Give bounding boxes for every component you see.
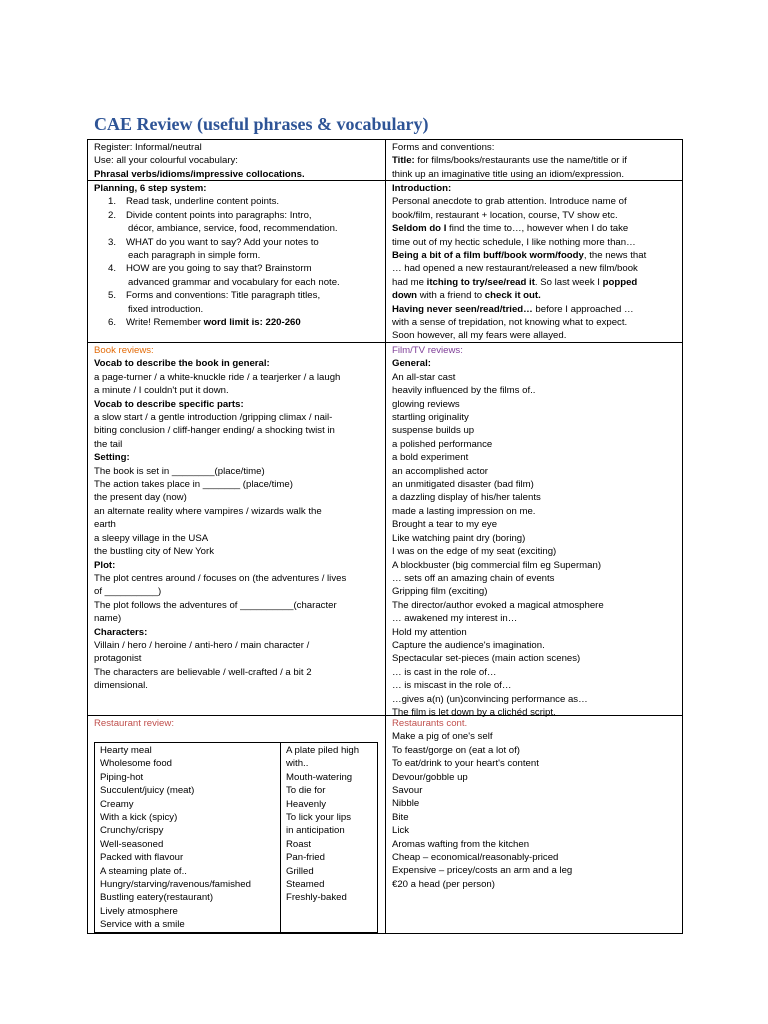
film-phrase: a bold experiment (392, 452, 469, 464)
restaurant-phrase: Cheap – economical/reasonably-priced (392, 852, 559, 864)
planning-steps (94, 195, 381, 316)
register-heading: Register: Informal/neutral (94, 142, 202, 153)
restaurant-phrase: To die for (286, 785, 326, 797)
step-text: Write! Remember (126, 317, 204, 329)
film-phrase: glowing reviews (392, 398, 460, 410)
book-reviews-cell (88, 343, 385, 715)
book-subheading: Vocab to describe the book in general: (94, 358, 270, 370)
film-lines (392, 371, 678, 720)
book-phrase: an alternate reality where vampires / wizards walk the (94, 505, 322, 517)
film-reviews-cell (386, 343, 682, 718)
film-phrase: made a lasting impression on me. (392, 505, 536, 517)
film-phrase: startling originality (392, 412, 469, 424)
restaurant-col-1 (95, 743, 280, 932)
film-phrase: Like watching paint dry (boring) (392, 532, 526, 544)
restaurant-phrase: Service with a smile (100, 919, 185, 931)
book-subheading: Setting: (94, 452, 130, 464)
book-phrase: The plot follows the adventures of __________(character (94, 599, 337, 611)
book-phrase: of __________) (94, 586, 162, 598)
film-phrase: An all-star cast (392, 371, 456, 383)
planning-step (94, 236, 381, 249)
step-text: fixed introduction. (128, 303, 204, 315)
book-phrase: earth (94, 519, 116, 531)
restaurant-phrase: Freshly-baked (286, 892, 347, 904)
step-text: advanced grammar and vocabulary for each note. (128, 276, 340, 288)
inner-table-bottom (94, 932, 378, 933)
film-phrase: suspense builds up (392, 425, 475, 437)
planning-step (94, 222, 381, 235)
restaurant-phrase: To lick your lips (286, 812, 352, 824)
intro-line: Personal anecdote to grab attention. Introduce name of (392, 196, 627, 208)
intro-phrase: Seldom do I (392, 223, 447, 235)
book-phrase: name) (94, 613, 122, 625)
forms-cell (386, 140, 682, 180)
intro-line: , the news that (583, 250, 647, 262)
step-number: 1. (107, 196, 116, 208)
step-text: décor, ambiance, service, food, recommendation. (128, 223, 338, 235)
book-phrase: protagonist (94, 653, 142, 665)
intro-line: Soon however, all my fears were allayed. (392, 330, 567, 342)
introduction-heading: Introduction: (392, 183, 452, 194)
restaurant-phrase: Lively atmosphere (100, 905, 178, 917)
step-text: HOW are you going to say that? Brainstorm (126, 263, 312, 275)
intro-line: . So last week I (534, 276, 603, 288)
book-phrase: the present day (now) (94, 492, 187, 504)
intro-phrase: Having never seen/read/tried… (392, 303, 533, 315)
register-cell (88, 140, 385, 180)
step-text: Divide content points into paragraphs: Intro, (126, 209, 312, 221)
restaurants-cont-lines (392, 730, 678, 891)
restaurant-phrase: With a kick (spicy) (100, 812, 178, 824)
intro-line: with a sense of trepidation, not knowing what to expect. (392, 317, 628, 329)
step-number: 5. (107, 290, 116, 302)
step-text: WHAT do you want to say? Add your notes to (126, 236, 319, 248)
restaurant-phrase: Expensive – pricey/costs an arm and a leg (392, 865, 573, 877)
restaurant-phrase: Succulent/juicy (meat) (100, 785, 195, 797)
book-reviews-heading: Book reviews: (94, 345, 154, 356)
book-phrase: dimensional. (94, 680, 148, 692)
book-phrase: a minute / I couldn't put it down. (94, 385, 229, 397)
restaurant-phrase: Savour (392, 785, 423, 797)
restaurant-phrase: Nibble (392, 798, 420, 810)
planning-step (94, 195, 381, 208)
restaurant-col-2 (281, 743, 377, 905)
film-phrase: heavily influenced by the films of.. (392, 385, 536, 397)
book-phrase: the bustling city of New York (94, 546, 214, 558)
restaurant-phrase: Pan-fried (286, 852, 325, 864)
planning-step (94, 262, 381, 275)
book-phrase: a slow start / a gentle introduction /gripping climax / nail- (94, 412, 333, 424)
book-phrase: biting conclusion / cliff-hanger ending/ a shocking twist in (94, 425, 335, 437)
table-border-right (682, 139, 683, 934)
intro-line: with a friend to (417, 290, 485, 302)
film-phrase: The film is let down by a clichéd script. (392, 706, 556, 718)
film-phrase: an unmitigated disaster (bad film) (392, 479, 534, 491)
planning-heading: Planning, 6 step system: (94, 183, 207, 194)
intro-phrase: check it out. (484, 290, 541, 302)
restaurant-phrase: Heavenly (286, 798, 326, 810)
intro-line: find the time to…, however when I do take (446, 223, 629, 235)
book-subheading: Characters: (94, 626, 148, 638)
film-phrase: A blockbuster (big commercial film eg Superman) (392, 559, 602, 571)
restaurant-phrase: To eat/drink to your heart's content (392, 758, 539, 770)
intro-line: book/film, restaurant + location, course, TV show etc. (392, 209, 618, 221)
restaurant-phrase: €20 a head (per person) (392, 878, 495, 890)
step-text: each paragraph in simple form. (128, 250, 261, 262)
book-subheading: Plot: (94, 559, 116, 571)
forms-line: for films/books/restaurants use the name/title or if (414, 155, 627, 167)
step-text: Read task, underline content points. (126, 196, 280, 208)
restaurant-phrase: A plate piled high (286, 745, 360, 756)
intro-phrase: down (392, 290, 418, 302)
forms-heading: Forms and conventions: (392, 142, 495, 153)
book-phrase: Villain / hero / heroine / anti-hero / main character / (94, 639, 310, 651)
book-phrase: the tail (94, 438, 123, 450)
planning-step (94, 289, 381, 302)
restaurant-phrase: Well-seasoned (100, 838, 164, 850)
restaurant-phrase: To feast/gorge on (eat a lot of) (392, 744, 520, 756)
intro-line: … had opened a new restaurant/released a new film/book (392, 263, 638, 275)
restaurants-cont-heading: Restaurants cont. (392, 718, 468, 729)
restaurant-phrase: Lick (392, 825, 410, 837)
intro-line: had me (392, 276, 427, 288)
film-phrase: a polished performance (392, 438, 493, 450)
restaurant-phrase: A steaming plate of.. (100, 865, 187, 877)
restaurant-phrase: Mouth-watering (286, 771, 353, 783)
forms-line: think up an imaginative title using an idiom/expression. (392, 168, 624, 180)
film-phrase: Spectacular set-pieces (main action scenes) (392, 653, 581, 665)
restaurant-review-heading: Restaurant review: (94, 718, 174, 729)
film-phrase: … awakened my interest in… (392, 613, 518, 625)
film-phrase: …gives a(n) (un)convincing performance as… (392, 693, 588, 705)
step-number: 2. (107, 209, 116, 221)
film-phrase: … is miscast in the role of… (392, 680, 512, 692)
planning-cell (88, 181, 385, 342)
restaurant-phrase: Devour/gobble up (392, 771, 468, 783)
restaurant-phrase: Hungry/starving/ravenous/famished (100, 879, 251, 891)
film-phrase: I was on the edge of my seat (exciting) (392, 546, 557, 558)
restaurant-phrase: Packed with flavour (100, 852, 184, 864)
film-phrase: … sets off an amazing chain of events (392, 572, 555, 584)
restaurant-phrase: Crunchy/crispy (100, 825, 164, 837)
restaurant-phrase: Creamy (100, 798, 134, 810)
restaurant-phrase: Roast (286, 838, 312, 850)
film-phrase: Gripping film (exciting) (392, 586, 488, 598)
restaurant-phrase: with.. (286, 758, 309, 770)
intro-line: before I approached … (532, 303, 634, 315)
restaurant-phrase: Make a pig of one's self (392, 731, 493, 743)
restaurant-phrase: in anticipation (286, 825, 345, 837)
intro-phrase: Being a bit of a film buff/book worm/foody (392, 250, 584, 262)
film-phrase: Brought a tear to my eye (392, 519, 498, 531)
page-title: CAE Review (useful phrases & vocabulary) (94, 114, 429, 134)
restaurant-phrase: Hearty meal (100, 745, 152, 756)
intro-phrase: itching to try/see/read it (426, 276, 535, 288)
step-number: 6. (107, 317, 116, 329)
intro-phrase: popped (602, 276, 638, 288)
restaurant-phrase: Piping-hot (100, 771, 144, 783)
planning-step (94, 209, 381, 222)
register-line: Phrasal verbs/idioms/impressive collocations. (94, 168, 305, 180)
step-number: 3. (107, 236, 116, 248)
forms-title-label: Title: (392, 155, 415, 167)
register-line: Use: all your colourful vocabulary: (94, 155, 238, 167)
book-phrase: The action takes place in _______ (place/time) (94, 479, 293, 491)
inner-table-right (377, 742, 378, 933)
film-phrase: Capture the audience's imagination. (392, 639, 545, 651)
book-lines (94, 357, 381, 692)
restaurant-phrase: Bite (392, 811, 409, 823)
planning-step (94, 276, 381, 289)
book-phrase: The plot centres around / focuses on (the adventures / lives (94, 572, 347, 584)
planning-step (94, 249, 381, 262)
film-phrase: The director/author evoked a magical atmosphere (392, 599, 604, 611)
film-phrase: an accomplished actor (392, 465, 488, 477)
book-phrase: The characters are believable / well-crafted / a bit 2 (94, 666, 312, 678)
step-text: Forms and conventions: Title paragraph titles, (126, 290, 321, 302)
planning-step (94, 303, 381, 316)
introduction-cell (386, 181, 682, 342)
restaurant-phrase: Grilled (286, 865, 314, 877)
word-limit: word limit is: 220-260 (203, 317, 301, 329)
book-phrase: a page-turner / a white-knuckle ride / a tearjerker / a laugh (94, 371, 341, 383)
book-subheading: Vocab to describe specific parts: (94, 398, 244, 410)
book-phrase: The book is set in ________(place/time) (94, 465, 265, 477)
step-number: 4. (107, 263, 116, 275)
film-reviews-heading: Film/TV reviews: (392, 345, 463, 356)
restaurant-phrase: Bustling eatery(restaurant) (100, 892, 214, 904)
intro-line: time out of my hectic schedule, I like nothing more than… (392, 236, 636, 248)
restaurants-cont-cell (386, 716, 682, 933)
restaurant-phrase: Steamed (286, 879, 325, 891)
film-phrase: Hold my attention (392, 626, 467, 638)
book-phrase: a sleepy village in the USA (94, 532, 209, 544)
film-phrase: … is cast in the role of… (392, 666, 497, 678)
restaurant-phrase: Wholesome food (100, 758, 172, 770)
restaurant-phrase: Aromas wafting from the kitchen (392, 838, 530, 850)
film-phrase: a dazzling display of his/her talents (392, 492, 541, 504)
film-general-heading: General: (392, 358, 431, 370)
